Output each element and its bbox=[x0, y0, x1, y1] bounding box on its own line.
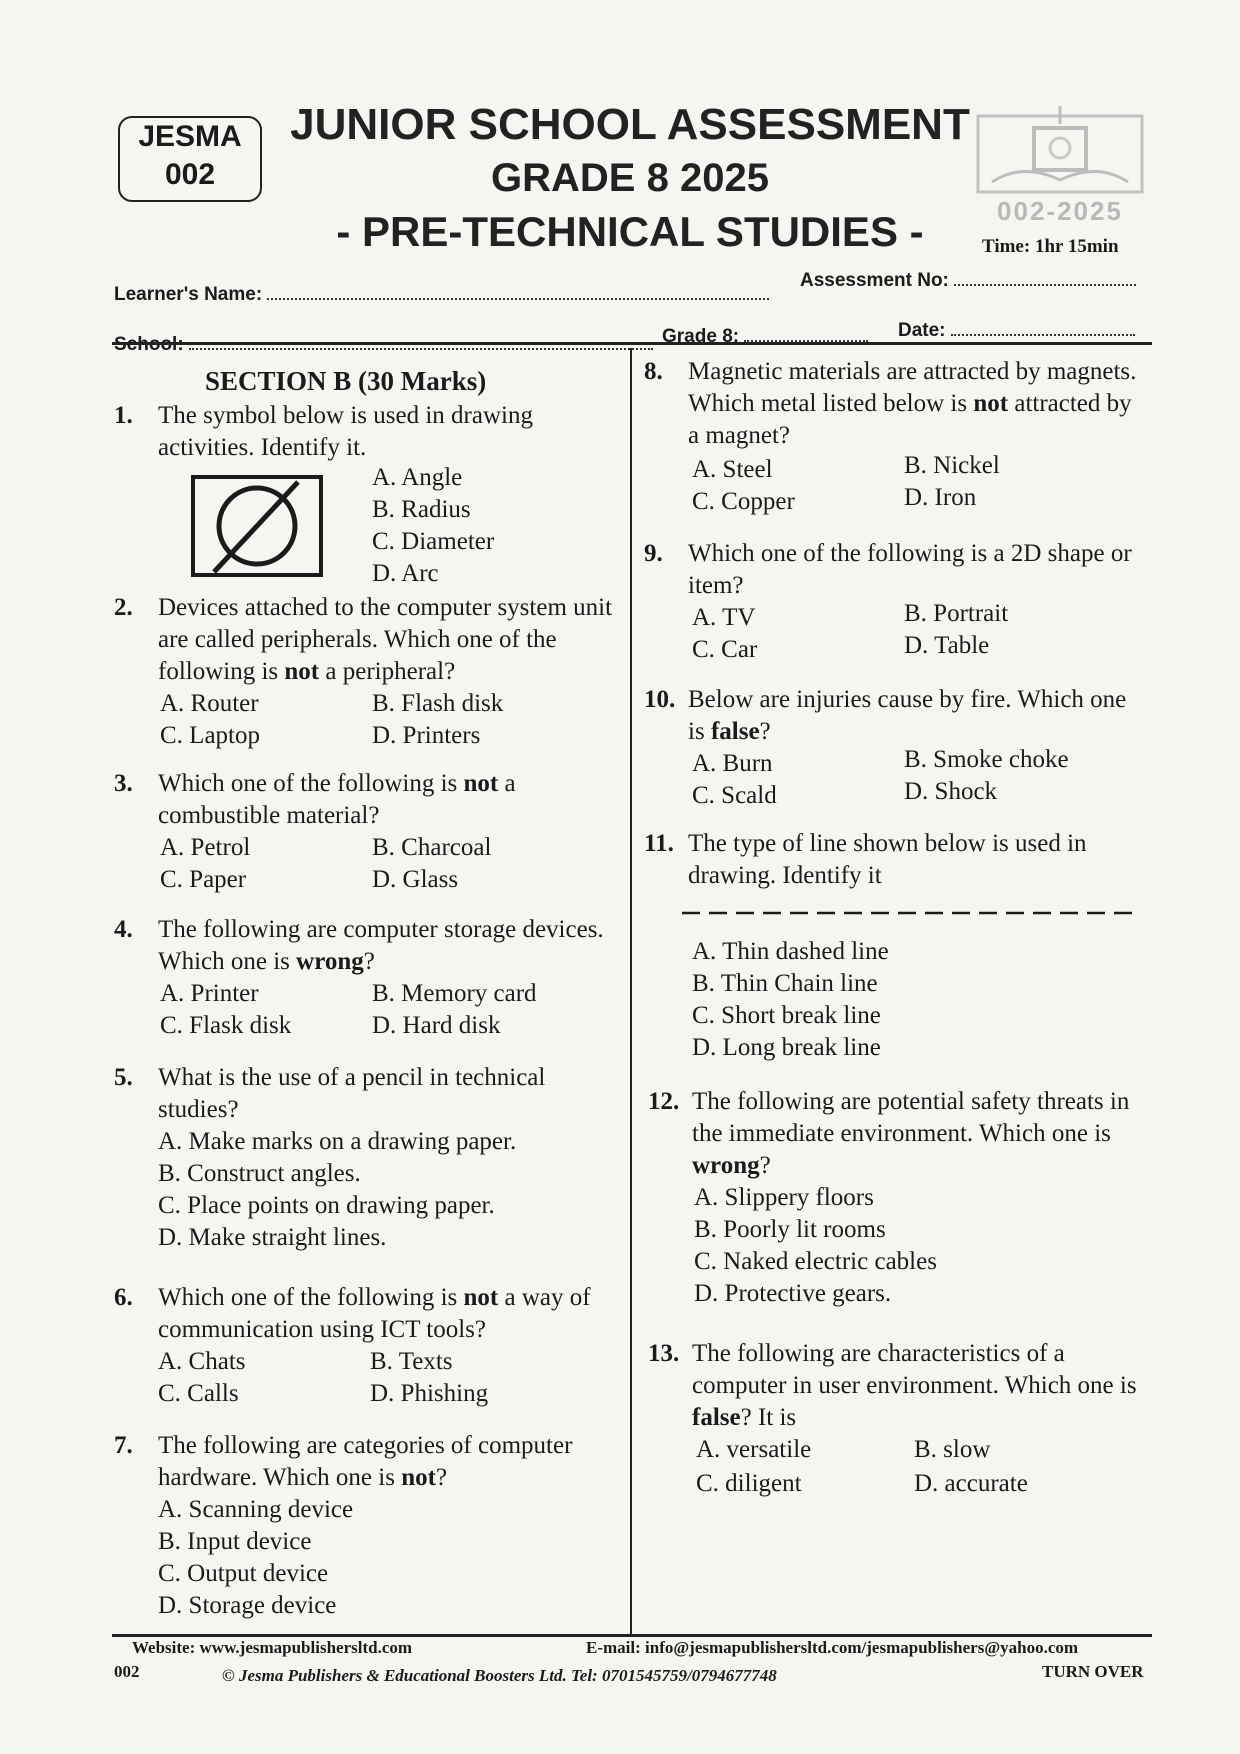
question-text: Which one of the following is bbox=[158, 770, 458, 797]
q5-option-d[interactable]: D. Make straight lines. bbox=[158, 1224, 387, 1251]
question-text: The type of line shown below is used in drawing. Identify it bbox=[688, 830, 1087, 889]
question-text: The following are characteristics of a computer in user environment. Which one is bbox=[692, 1340, 1137, 1399]
diameter-symbol-icon bbox=[190, 474, 324, 578]
question-text: The following are computer storage devices. Which one is bbox=[158, 916, 604, 975]
school-field[interactable] bbox=[114, 334, 653, 356]
question-text-end: attracted by a magnet? bbox=[688, 390, 1132, 449]
q12-option-c[interactable]: C. Naked electric cables bbox=[694, 1248, 937, 1275]
q13-option-c[interactable]: C. diligent bbox=[696, 1470, 802, 1497]
q11-option-d[interactable]: D. Long break line bbox=[692, 1034, 881, 1061]
question-text-end: a way of communication using ICT tools? bbox=[158, 1284, 591, 1343]
q11-option-b[interactable]: B. Thin Chain line bbox=[692, 970, 878, 997]
badge-line1: JESMA bbox=[138, 120, 242, 153]
question-1 bbox=[114, 400, 624, 464]
q1-option-a[interactable]: A. Angle bbox=[372, 464, 463, 491]
q5-option-b[interactable]: B. Construct angles. bbox=[158, 1160, 361, 1187]
q7-option-a[interactable]: A. Scanning device bbox=[158, 1496, 354, 1523]
q12-option-d[interactable]: D. Protective gears. bbox=[694, 1280, 892, 1307]
q4-option-b[interactable]: B. Memory card bbox=[372, 980, 537, 1007]
footer-email: E-mail: info@jesmapublishersltd.com/jesmapublishers@yahoo.com bbox=[586, 1638, 1079, 1657]
question-7 bbox=[114, 1430, 624, 1494]
learner-name-field[interactable] bbox=[114, 284, 769, 306]
q8-option-a[interactable]: A. Steel bbox=[692, 456, 773, 483]
q6-option-a[interactable]: A. Chats bbox=[158, 1348, 246, 1375]
question-number: 5. bbox=[114, 1064, 133, 1091]
q4-option-a[interactable]: A. Printer bbox=[160, 980, 259, 1007]
grade-label: Grade 8: bbox=[662, 326, 740, 347]
question-number: 2. bbox=[114, 594, 133, 621]
question-text-end: ? bbox=[435, 1464, 448, 1491]
question-text-end: a combustible material? bbox=[158, 770, 516, 829]
question-number: 7. bbox=[114, 1432, 133, 1459]
question-number: 4. bbox=[114, 916, 133, 943]
question-number: 11. bbox=[644, 830, 674, 857]
q1-option-d[interactable]: D. Arc bbox=[372, 560, 439, 587]
q13-option-d[interactable]: D. accurate bbox=[914, 1470, 1028, 1497]
q1-option-b[interactable]: B. Radius bbox=[372, 496, 471, 523]
section-heading: SECTION B (30 Marks) bbox=[205, 366, 487, 396]
q4-option-d[interactable]: D. Hard disk bbox=[372, 1012, 501, 1039]
q3-option-b[interactable]: B. Charcoal bbox=[372, 834, 492, 861]
footer-website: Website: www.jesmapublishersltd.com bbox=[132, 1638, 413, 1657]
question-9 bbox=[644, 538, 1144, 602]
question-keyword: wrong bbox=[296, 948, 364, 975]
turn-over: TURN OVER bbox=[1042, 1662, 1144, 1681]
question-text: What is the use of a pencil in technical studies? bbox=[158, 1064, 546, 1123]
title-line2: GRADE 8 2025 bbox=[491, 156, 769, 200]
question-text-end: a peripheral? bbox=[325, 658, 456, 685]
q6-option-b[interactable]: B. Texts bbox=[370, 1348, 453, 1375]
footer-publisher: © Jesma Publishers & Educational Boosters Ltd. Tel: 0701545759/0794677748 bbox=[222, 1666, 777, 1685]
question-text: Which one of the following is bbox=[158, 1284, 458, 1311]
date-field[interactable] bbox=[898, 320, 1135, 342]
question-number: 10. bbox=[644, 686, 676, 713]
question-keyword: not bbox=[284, 658, 320, 685]
header-rule bbox=[112, 342, 1152, 345]
jesma-badge bbox=[118, 116, 262, 202]
q2-option-a[interactable]: A. Router bbox=[160, 690, 259, 717]
footer-page-code: 002 bbox=[114, 1662, 140, 1681]
question-keyword: not bbox=[463, 1284, 499, 1311]
assessment-no-label: Assessment No: bbox=[800, 270, 949, 291]
time-allowed: Time: 1hr 15min bbox=[982, 236, 1119, 257]
question-keyword: wrong bbox=[692, 1152, 760, 1179]
question-text: Below are injuries cause by fire. Which one is bbox=[688, 686, 1127, 745]
school-label: School: bbox=[114, 334, 184, 355]
q3-option-d[interactable]: D. Glass bbox=[372, 866, 459, 893]
question-text: Magnetic materials are attracted by magnets. Which metal listed below is bbox=[688, 358, 1137, 417]
logo-year: 002-2025 bbox=[997, 196, 1123, 226]
q5-option-a[interactable]: A. Make marks on a drawing paper. bbox=[158, 1128, 517, 1155]
column-divider bbox=[630, 348, 632, 1636]
question-3 bbox=[114, 768, 624, 832]
question-number: 8. bbox=[644, 358, 663, 385]
q9-option-b[interactable]: B. Portrait bbox=[904, 600, 1009, 627]
q8-option-c[interactable]: C. Copper bbox=[692, 488, 795, 515]
question-text: The symbol below is used in drawing activities. Identify it. bbox=[158, 402, 533, 461]
question-text-end: ? bbox=[363, 948, 375, 975]
badge-line2: 002 bbox=[164, 158, 216, 191]
question-8 bbox=[644, 356, 1144, 452]
q13-option-a[interactable]: A. versatile bbox=[696, 1436, 812, 1463]
question-2 bbox=[114, 592, 624, 688]
q9-option-a[interactable]: A. TV bbox=[692, 604, 756, 631]
question-10 bbox=[644, 684, 1144, 748]
q5-option-c[interactable]: C. Place points on drawing paper. bbox=[158, 1192, 495, 1219]
question-5 bbox=[114, 1062, 624, 1126]
q7-option-b[interactable]: B. Input device bbox=[158, 1528, 312, 1555]
q7-option-d[interactable]: D. Storage device bbox=[158, 1592, 337, 1619]
question-text-end: ? bbox=[759, 718, 771, 745]
question-4 bbox=[114, 914, 624, 978]
question-6 bbox=[114, 1282, 624, 1346]
question-number: 3. bbox=[114, 770, 133, 797]
q3-option-a[interactable]: A. Petrol bbox=[160, 834, 251, 861]
question-text: The following are potential safety threats in the immediate environment. Which one is bbox=[692, 1088, 1130, 1147]
question-keyword: false bbox=[710, 718, 760, 745]
q12-option-b[interactable]: B. Poorly lit rooms bbox=[694, 1216, 886, 1243]
q10-option-c[interactable]: C. Scald bbox=[692, 782, 777, 809]
q10-option-d[interactable]: D. Shock bbox=[904, 778, 998, 805]
q11-option-a[interactable]: A. Thin dashed line bbox=[692, 938, 889, 965]
q6-option-c[interactable]: C. Calls bbox=[158, 1380, 239, 1407]
question-keyword: not bbox=[401, 1464, 436, 1491]
q2-option-b[interactable]: B. Flash disk bbox=[372, 690, 504, 717]
question-number: 12. bbox=[648, 1088, 680, 1115]
footer-rule bbox=[112, 1634, 1152, 1637]
q8-option-b[interactable]: B. Nickel bbox=[904, 452, 1000, 479]
q3-option-c[interactable]: C. Paper bbox=[160, 866, 247, 893]
q10-option-b[interactable]: B. Smoke choke bbox=[904, 746, 1069, 773]
question-keyword: not bbox=[973, 390, 1009, 417]
question-text: Which one of the following is a 2D shape or item? bbox=[688, 540, 1132, 599]
question-number: 9. bbox=[644, 540, 663, 567]
question-12 bbox=[648, 1086, 1144, 1182]
title-line1: JUNIOR SCHOOL ASSESSMENT bbox=[290, 100, 970, 149]
q4-option-c[interactable]: C. Flask disk bbox=[160, 1012, 292, 1039]
thin-dashed-line-icon bbox=[682, 908, 1132, 918]
q8-option-d[interactable]: D. Iron bbox=[904, 484, 977, 511]
q9-option-c[interactable]: C. Car bbox=[692, 636, 758, 663]
question-text: Devices attached to the computer system unit are called peripherals. Which one of the following is bbox=[158, 594, 613, 685]
question-text: The following are categories of computer hardware. Which one is bbox=[158, 1432, 573, 1491]
learner-name-label: Learner's Name: bbox=[114, 284, 263, 305]
q6-option-d[interactable]: D. Phishing bbox=[370, 1380, 489, 1407]
q11-option-c[interactable]: C. Short break line bbox=[692, 1002, 881, 1029]
q1-option-c[interactable]: C. Diameter bbox=[372, 528, 495, 555]
question-text-end: ? It is bbox=[740, 1404, 797, 1431]
q9-option-d[interactable]: D. Table bbox=[904, 632, 990, 659]
question-keyword: false bbox=[692, 1404, 741, 1431]
q12-option-a[interactable]: A. Slippery floors bbox=[694, 1184, 874, 1211]
q13-option-b[interactable]: B. slow bbox=[914, 1436, 991, 1463]
q10-option-a[interactable]: A. Burn bbox=[692, 750, 773, 777]
question-number: 6. bbox=[114, 1284, 133, 1311]
assessment-no-field[interactable] bbox=[800, 270, 1136, 292]
title-line3: - PRE-TECHNICAL STUDIES - bbox=[336, 208, 924, 255]
question-keyword: not bbox=[463, 770, 499, 797]
date-label: Date: bbox=[898, 320, 946, 341]
q7-option-c[interactable]: C. Output device bbox=[158, 1560, 329, 1587]
question-11 bbox=[644, 828, 1144, 892]
question-number: 1. bbox=[114, 402, 133, 429]
question-text-end: ? bbox=[759, 1152, 771, 1179]
question-13 bbox=[648, 1338, 1144, 1434]
q2-option-d[interactable]: D. Printers bbox=[372, 722, 481, 749]
q2-option-c[interactable]: C. Laptop bbox=[160, 722, 260, 749]
question-number: 13. bbox=[648, 1340, 680, 1367]
